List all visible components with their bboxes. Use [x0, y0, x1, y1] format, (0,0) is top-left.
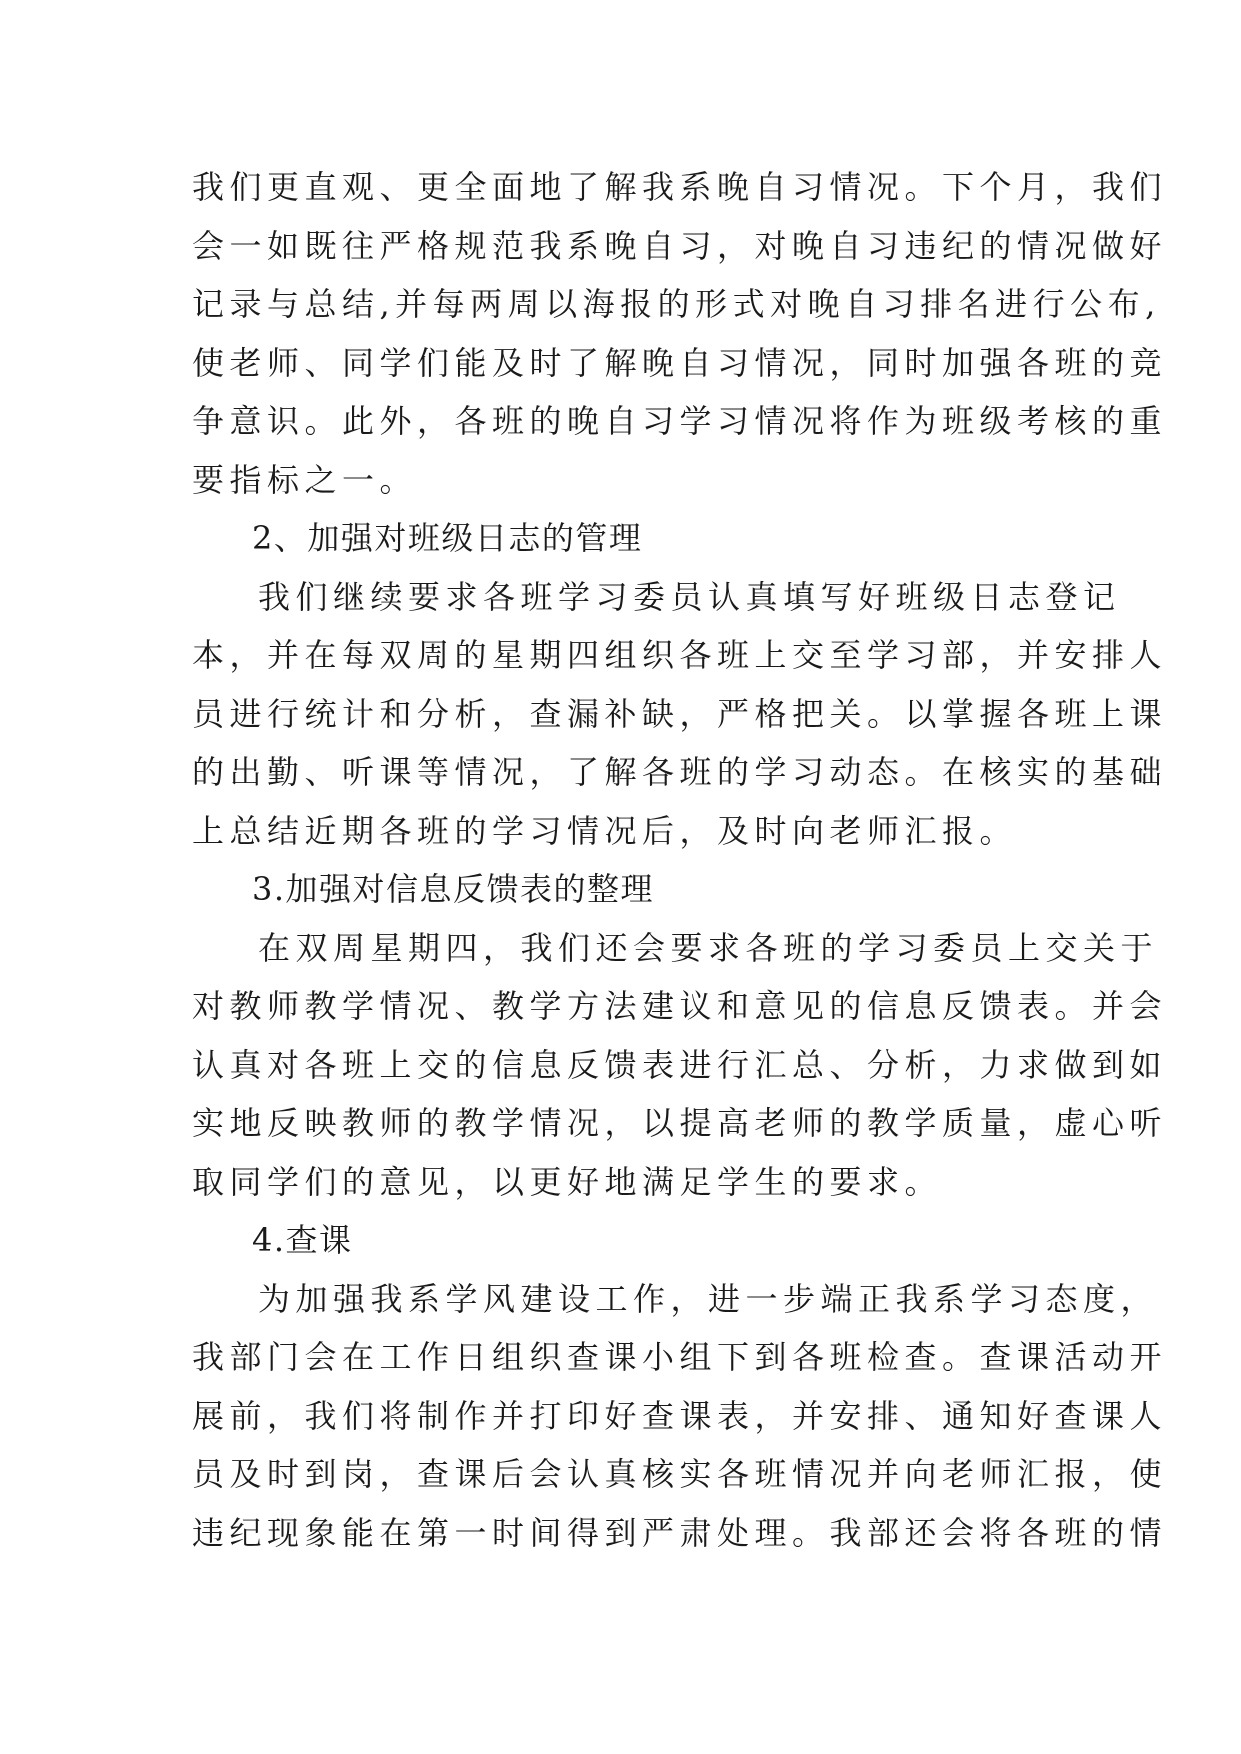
paragraph-line: 记录与总结,并每两周以海报的形式对晚自习排名进行公布, — [192, 285, 1161, 323]
paragraph-line: 对教师教学情况、教学方法建议和意见的信息反馈表。并会 — [192, 987, 1168, 1025]
paragraph-line: 本，并在每双周的星期四组织各班上交至学习部，并安排人 — [192, 636, 1168, 674]
paragraph-line: 违纪现象能在第一时间得到严肃处理。我部还会将各班的情 — [192, 1513, 1168, 1552]
paragraph-line: 在双周星期四，我们还会要求各班的学习委员上交关于 — [258, 928, 1159, 967]
paragraph-line: 实地反映教师的教学情况，以提高老师的教学质量，虚心听 — [192, 1104, 1168, 1142]
paragraph-line: 展前，我们将制作并打印好查课表，并安排、通知好查课人 — [192, 1396, 1168, 1435]
paragraph-line: 为加强我系学风建设工作，进一步端正我系学习态度， — [258, 1279, 1159, 1318]
document-body — [192, 158, 1168, 1562]
paragraph-line: 会一如既往严格规范我系晚自习，对晚自习违纪的情况做好 — [192, 226, 1168, 265]
paragraph-line: 员及时到岗，查课后会认真核实各班情况并向老师汇报，使 — [192, 1455, 1168, 1493]
paragraph-line: 我们更直观、更全面地了解我系晚自习情况。下个月，我们 — [192, 168, 1168, 206]
paragraph-line: 认真对各班上交的信息反馈表进行汇总、分析，力求做到如 — [192, 1045, 1168, 1084]
section-heading: 4.查课 — [252, 1221, 353, 1259]
paragraph-line: 要指标之一。 — [192, 460, 418, 499]
paragraph-line: 我部门会在工作日组织查课小组下到各班检查。查课活动开 — [192, 1338, 1168, 1376]
paragraph-line: 的出勤、听课等情况，了解各班的学习动态。在核实的基础 — [192, 753, 1168, 791]
section-heading: 3.加强对信息反馈表的整理 — [252, 870, 655, 908]
section-heading: 2、加强对班级日志的管理 — [252, 519, 643, 557]
paragraph-line: 取同学们的意见，以更好地满足学生的要求。 — [192, 1162, 943, 1201]
paragraph-line: 上总结近期各班的学习情况后，及时向老师汇报。 — [192, 811, 1018, 850]
paragraph-line: 争意识。此外，各班的晚自习学习情况将作为班级考核的重 — [192, 402, 1168, 440]
paragraph-line: 员进行统计和分析，查漏补缺，严格把关。以掌握各班上课 — [192, 694, 1168, 733]
paragraph-line: 我们继续要求各班学习委员认真填写好班级日志登记 — [258, 577, 1121, 616]
paragraph-line: 使老师、同学们能及时了解晚自习情况，同时加强各班的竞 — [192, 343, 1168, 382]
